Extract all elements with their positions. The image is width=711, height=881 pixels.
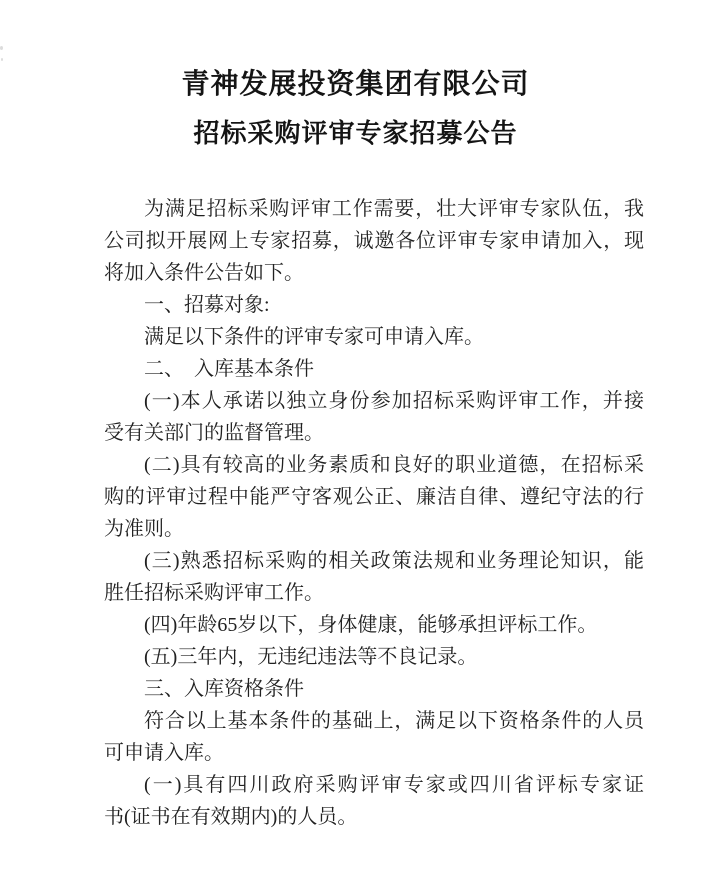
document-line: 受有关部门的监督管理。 [104, 422, 324, 444]
document-line: 将加入条件公告如下。 [104, 262, 304, 284]
document-title-line2: 招标采购评审专家招募公告 [193, 119, 518, 148]
scan-speck [1, 58, 3, 61]
document-line: 符合以上基本条件的基础上，满足以下资格条件的人员 [144, 710, 644, 732]
document-line: (四)年龄65岁以下，身体健康，能够承担评标工作。 [144, 614, 598, 636]
document-line: 购的评审过程中能严守客观公正、廉洁自律、遵纪守法的行 [104, 486, 644, 508]
document-line: 公司拟开展网上专家招募，诚邀各位评审专家申请加入，现 [104, 230, 644, 252]
document-line: (三)熟悉招标采购的相关政策法规和业务理论知识，能 [144, 550, 644, 572]
document-line: 为准则。 [104, 518, 184, 540]
document-line: 为满足招标采购评审工作需要，壮大评审专家队伍，我 [144, 198, 644, 220]
document-line: 三、入库资格条件 [144, 678, 304, 700]
document-line: (一)具有四川政府采购评审专家或四川省评标专家证 [144, 774, 644, 796]
document-line: (五)三年内，无违纪违法等不良记录。 [144, 646, 478, 668]
document-line: (二)具有较高的业务素质和良好的职业道德，在招标采 [144, 454, 644, 476]
scan-speck [0, 46, 3, 50]
document-line: 满足以下条件的评审专家可申请入库。 [144, 326, 484, 348]
document-title-line1: 青神发展投资集团有限公司 [181, 69, 530, 100]
document-line: 可申请入库。 [104, 742, 224, 764]
document-line: 二、 入库基本条件 [144, 358, 314, 380]
document-line: 书(证书在有效期内)的人员。 [104, 806, 358, 828]
document-body [104, 193, 644, 833]
document-line: 一、招募对象: [144, 294, 270, 316]
document-line: 胜任招标采购评审工作。 [104, 582, 324, 604]
document-line: (一)本人承诺以独立身份参加招标采购评审工作，并接 [144, 390, 644, 412]
